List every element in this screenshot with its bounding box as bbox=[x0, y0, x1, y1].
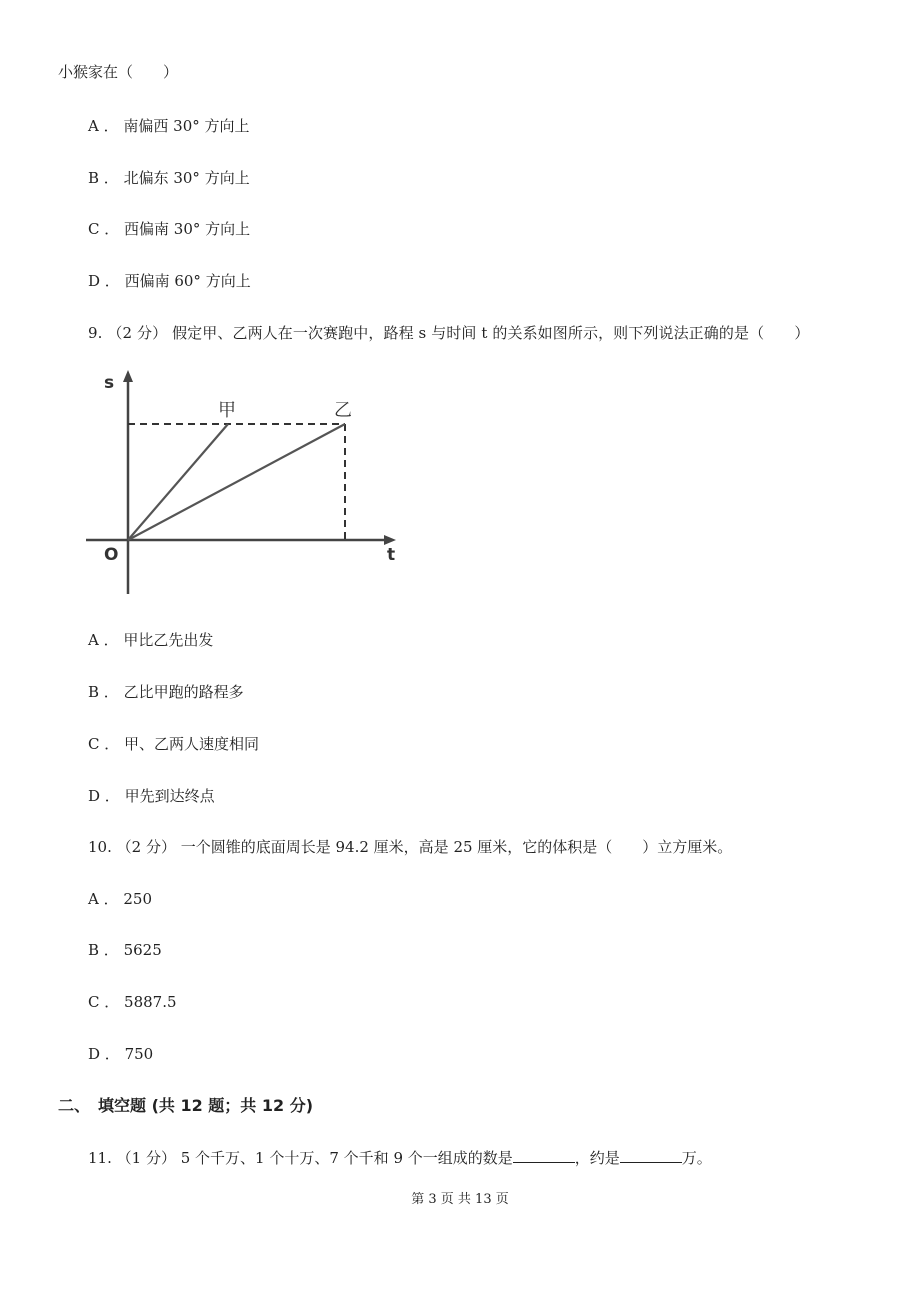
option-letter: D bbox=[88, 1045, 101, 1063]
option-text: 750 bbox=[124, 1045, 154, 1063]
option-text: 乙比甲跑的路程多 bbox=[123, 683, 244, 701]
option-letter: B bbox=[88, 169, 100, 187]
q8-stem: 小猴家在（ ） bbox=[58, 63, 179, 81]
answer-blank-2[interactable] bbox=[620, 1148, 682, 1163]
distance-time-graph bbox=[86, 368, 406, 600]
question-score: （2 分） bbox=[116, 838, 176, 856]
q9-stem-line bbox=[88, 323, 809, 343]
q8-option-c[interactable]: C ． 西偏南 30° 方向上 bbox=[88, 220, 251, 238]
q8-option-b[interactable]: B ． 北偏东 30° 方向上 bbox=[88, 169, 250, 187]
q8-option-d[interactable]: D ． 西偏南 60° 方向上 bbox=[88, 272, 251, 290]
q10-option-b[interactable]: B ． 5625 bbox=[88, 941, 162, 959]
question-number: 11. bbox=[88, 1149, 112, 1167]
option-text: 北偏东 30° 方向上 bbox=[123, 169, 250, 187]
option-letter: B bbox=[88, 683, 100, 701]
line-yi-label: 乙 bbox=[334, 400, 352, 421]
page-footer: 第 3 页 共 13 页 bbox=[411, 1192, 509, 1207]
option-letter: A bbox=[88, 117, 99, 135]
line-yi bbox=[128, 424, 345, 540]
origin-label: O bbox=[104, 545, 119, 565]
question-stem-part2: ，约是 bbox=[574, 1149, 620, 1167]
option-text: 甲、乙两人速度相同 bbox=[124, 735, 260, 753]
option-letter: B bbox=[88, 941, 100, 959]
q9-option-c[interactable]: C ． 甲、乙两人速度相同 bbox=[88, 735, 260, 753]
option-text: 5625 bbox=[123, 941, 162, 959]
y-axis-arrow bbox=[123, 370, 133, 382]
option-text: 甲先到达终点 bbox=[124, 787, 215, 805]
q10-stem-line bbox=[88, 837, 732, 857]
q9-option-a[interactable]: A ． 甲比乙先出发 bbox=[88, 631, 214, 649]
question-number: 10. bbox=[88, 838, 112, 856]
option-letter: C bbox=[88, 993, 100, 1011]
line-jia bbox=[128, 424, 228, 540]
option-text: 南偏西 30° 方向上 bbox=[123, 117, 250, 135]
y-axis-label: s bbox=[104, 373, 115, 393]
option-text: 西偏南 30° 方向上 bbox=[124, 220, 251, 238]
option-text: 甲比乙先出发 bbox=[123, 631, 214, 649]
q9-option-d[interactable]: D ． 甲先到达终点 bbox=[88, 787, 215, 805]
option-letter: A bbox=[88, 890, 99, 908]
q11-stem-line bbox=[88, 1148, 712, 1168]
option-text: 250 bbox=[123, 890, 153, 908]
option-letter: D bbox=[88, 787, 101, 805]
q10-option-c[interactable]: C ． 5887.5 bbox=[88, 993, 177, 1011]
option-letter: D bbox=[88, 272, 101, 290]
option-letter: C bbox=[88, 220, 100, 238]
answer-blank-1[interactable] bbox=[513, 1148, 575, 1163]
x-axis-arrow bbox=[384, 535, 396, 545]
question-score: （2 分） bbox=[107, 324, 168, 342]
question-score: （1 分） bbox=[116, 1149, 176, 1167]
option-letter: A bbox=[88, 631, 99, 649]
option-text: 西偏南 60° 方向上 bbox=[124, 272, 251, 290]
question-stem-part1: 5 个千万、1 个十万、7 个千和 9 个一组成的数是 bbox=[180, 1149, 513, 1167]
q10-option-a[interactable]: A ． 250 bbox=[88, 890, 153, 908]
question-number: 9. bbox=[88, 324, 103, 342]
question-stem-part3: 万。 bbox=[681, 1149, 712, 1167]
option-letter: C bbox=[88, 735, 100, 753]
option-text: 5887.5 bbox=[124, 993, 177, 1011]
question-stem: 一个圆锥的底面周长是 94.2 厘米，高是 25 厘米，它的体积是（ ）立方厘米。 bbox=[180, 838, 733, 856]
x-axis-label: t bbox=[387, 545, 396, 565]
line-jia-label: 甲 bbox=[218, 400, 236, 421]
q9-option-b[interactable]: B ． 乙比甲跑的路程多 bbox=[88, 683, 244, 701]
q10-option-d[interactable]: D ． 750 bbox=[88, 1045, 154, 1063]
question-stem: 假定甲、乙两人在一次赛跑中，路程 s 与时间 t 的关系如图所示，则下列说法正确的是（ ） bbox=[172, 324, 810, 342]
section-heading: 二、 填空题 (共 12 题；共 12 分) bbox=[58, 1096, 314, 1115]
q8-option-a[interactable]: A ． 南偏西 30° 方向上 bbox=[88, 117, 250, 135]
